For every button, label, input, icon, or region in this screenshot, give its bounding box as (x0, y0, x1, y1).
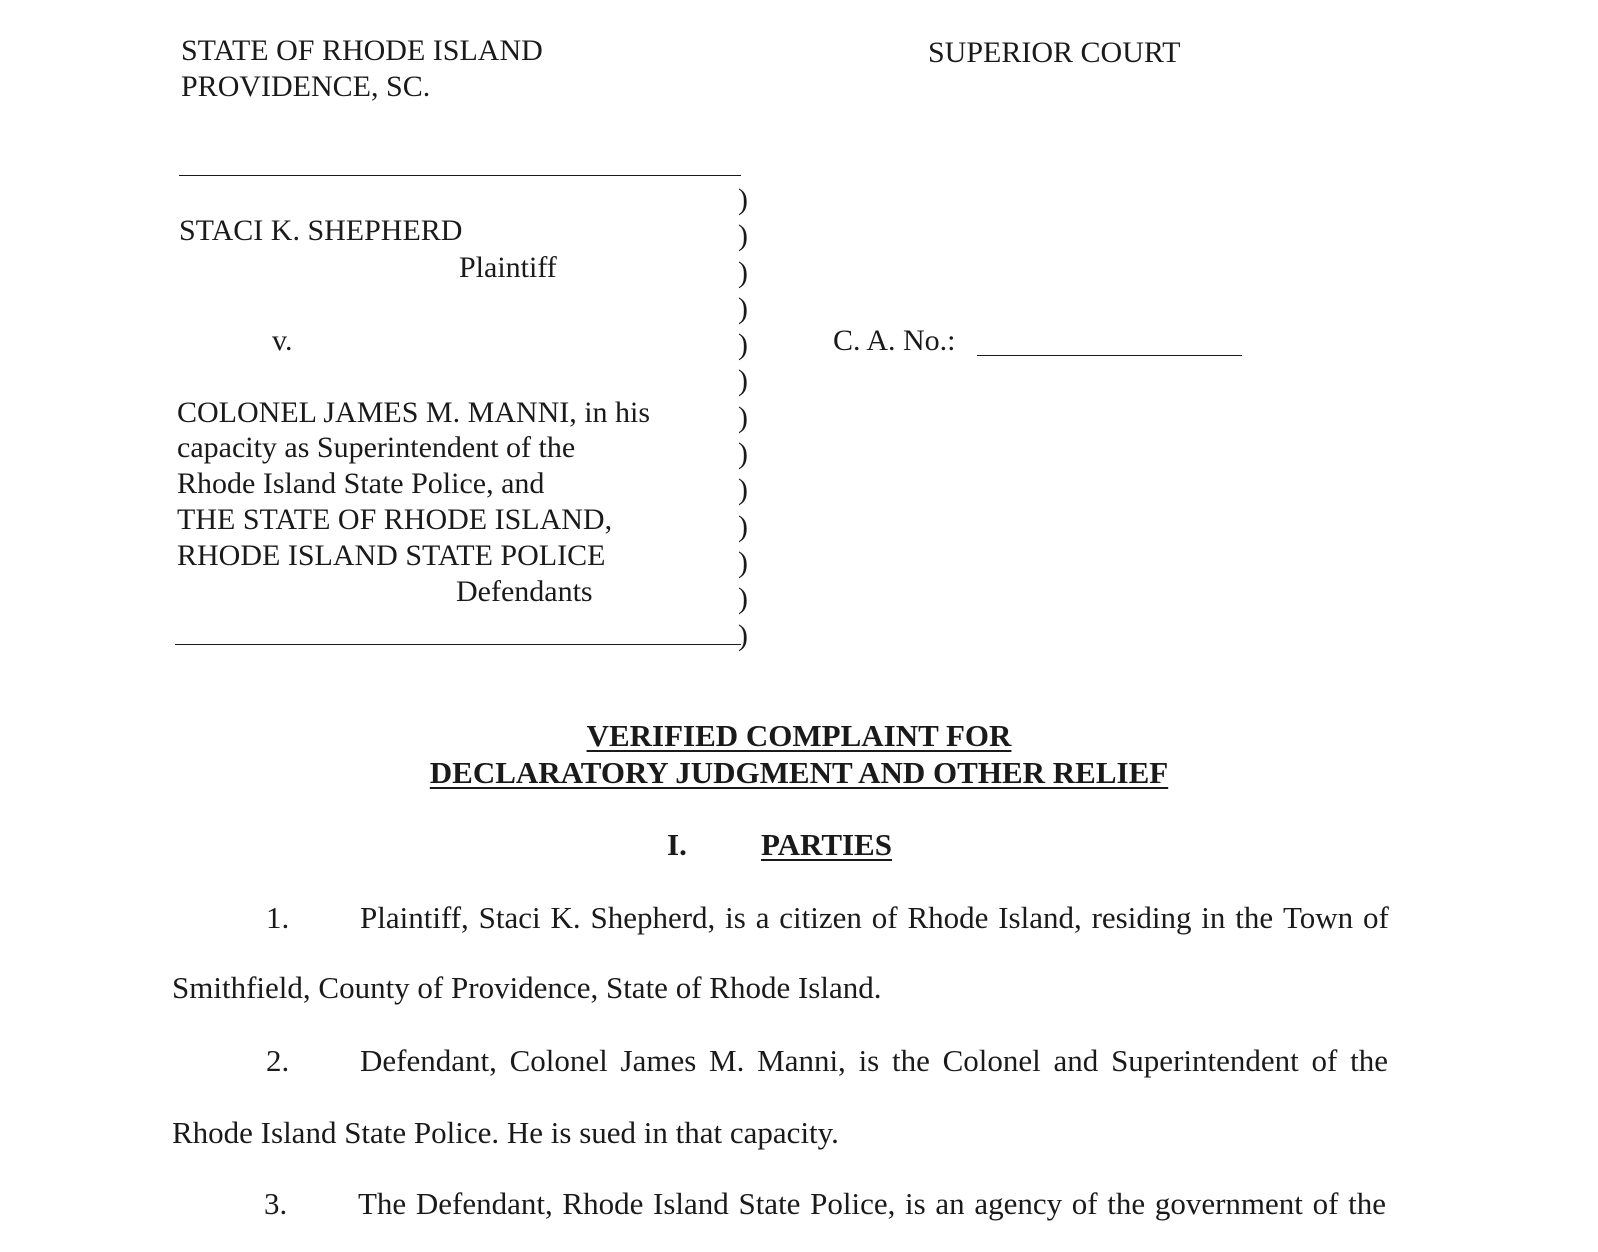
paragraph-word: the (892, 1043, 930, 1078)
paragraph-word: residing (1091, 900, 1192, 935)
complaint-title-text: VERIFIED COMPLAINT FOR (586, 718, 1012, 753)
caption-paren: ) (738, 291, 748, 325)
paragraph-first-line (360, 900, 1389, 936)
paragraph-word: the (1235, 900, 1274, 935)
paragraph-continuation: Smithfield, County of Providence, State of Rhode Island. (172, 970, 882, 1005)
complaint-title-text: DECLARATORY JUDGMENT AND OTHER RELIEF (429, 755, 1169, 790)
paragraph-word: James (620, 1043, 697, 1078)
county-heading: PROVIDENCE, SC. (181, 70, 431, 103)
paragraph-word: of (1312, 1186, 1339, 1221)
plaintiff-name: STACI K. SHEPHERD (179, 214, 463, 247)
caption-paren: ) (738, 473, 748, 507)
paragraph-word: is (858, 1043, 880, 1078)
state-heading: STATE OF RHODE ISLAND (181, 34, 543, 67)
section-number: I. (667, 827, 687, 862)
caption-top-rule (179, 175, 741, 176)
paragraph-word: citizen (779, 900, 862, 935)
paragraph-continuation: Rhode Island State Police. He is sued in that capacity. (172, 1115, 839, 1150)
paragraph-word: The (358, 1186, 407, 1221)
defendant-line: THE STATE OF RHODE ISLAND, (177, 503, 613, 536)
caption-paren: ) (738, 364, 748, 398)
paragraph-word: Island (653, 1186, 729, 1221)
caption-paren: ) (738, 219, 748, 253)
paragraph-word: of (1363, 900, 1389, 935)
ca-no-blank-line (977, 355, 1242, 356)
paragraph-word: State (738, 1186, 801, 1221)
caption-paren: ) (738, 255, 748, 289)
paragraph-word: and (1053, 1043, 1099, 1078)
paragraph-word: is (905, 1186, 926, 1221)
complaint-title-line2 (0, 755, 1598, 791)
paragraph-word: of (871, 900, 898, 935)
caption-paren: ) (738, 582, 748, 616)
defendant-line: COLONEL JAMES M. MANNI, in his (177, 396, 651, 429)
section-heading: PARTIES (761, 827, 892, 862)
paragraph-word: Police, (810, 1186, 896, 1221)
caption-paren: ) (738, 400, 748, 434)
caption-paren: ) (738, 437, 748, 471)
ca-no-label: C. A. No.: (833, 324, 956, 357)
caption-paren-column (738, 182, 758, 654)
paragraph-word: K. (550, 900, 581, 935)
paragraph-word: is (725, 900, 746, 935)
paragraph-word: Shepherd, (590, 900, 716, 935)
paragraph-word: Staci (478, 900, 541, 935)
paragraph-first-line (360, 1043, 1388, 1079)
paragraph-word: Colonel (509, 1043, 608, 1078)
paragraph-word: government (1154, 1186, 1303, 1221)
plaintiff-role: Plaintiff (459, 251, 557, 284)
paragraph-word: Defendant, (360, 1043, 497, 1078)
caption-paren: ) (738, 618, 748, 652)
paragraph-word: Colonel (942, 1043, 1041, 1078)
defendant-role: Defendants (456, 575, 593, 608)
paragraph-word: Manni, (757, 1043, 846, 1078)
paragraph-word: of (1071, 1186, 1098, 1221)
paragraph-word: Island, (998, 900, 1082, 935)
paragraph-word: Superintendent (1111, 1043, 1299, 1078)
caption-bottom-rule (175, 644, 741, 645)
paragraph-word: Rhode (562, 1186, 644, 1221)
caption-paren: ) (738, 328, 748, 362)
paragraph-word: the (1348, 1186, 1386, 1221)
paragraph-word: M. (709, 1043, 745, 1078)
court-heading: SUPERIOR COURT (928, 36, 1181, 69)
caption-paren: ) (738, 183, 748, 216)
paragraph-number: 1. (266, 900, 290, 935)
paragraph-word: Plaintiff, (360, 900, 469, 935)
paragraph-word: Rhode (907, 900, 989, 935)
caption-paren: ) (738, 509, 748, 543)
paragraph-word: a (755, 900, 770, 935)
paragraph-word: Town (1282, 900, 1354, 935)
paragraph-word: the (1350, 1043, 1388, 1078)
paragraph-word: agency (974, 1186, 1063, 1221)
paragraph-word: Defendant, (415, 1186, 553, 1221)
complaint-title-line1 (0, 718, 1598, 754)
paragraph-word: an (935, 1186, 965, 1221)
paragraph-number: 2. (266, 1043, 290, 1078)
defendant-line: Rhode Island State Police, and (177, 467, 545, 500)
paragraph-number: 3. (264, 1186, 288, 1221)
paragraph-first-line (358, 1186, 1386, 1222)
paragraph-word: of (1311, 1043, 1338, 1078)
caption-paren: ) (738, 545, 748, 579)
versus-label: v. (272, 324, 293, 357)
defendant-line: capacity as Superintendent of the (177, 431, 576, 464)
paragraph-word: the (1107, 1186, 1146, 1221)
paragraph-word: in (1201, 900, 1226, 935)
defendant-line: RHODE ISLAND STATE POLICE (177, 539, 606, 572)
